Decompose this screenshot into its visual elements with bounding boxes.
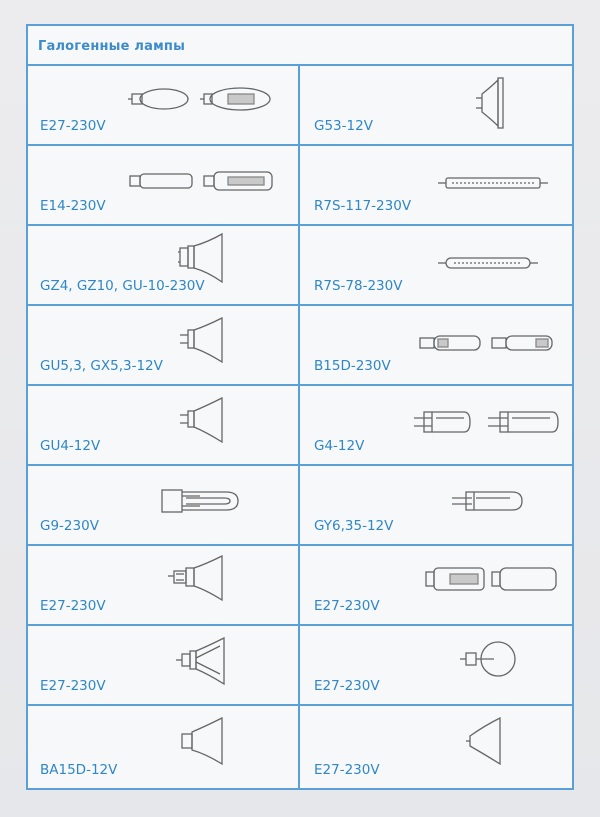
halogen-ar111-lamp-icon [472,76,506,130]
halogen-capsule-lamp-icon [412,408,562,436]
lamp-cell [28,66,300,146]
halogen-tubular-lamp-icon [128,168,278,194]
lamp-cell [28,626,300,706]
lamp-label: R7S-78-230V [314,278,403,294]
halogen-tubular-lamp-icon [418,332,558,354]
lamp-label: G4-12V [314,438,365,454]
lamp-label: E27-230V [314,762,380,778]
halogen-ellipsoid-lamp-icon [128,84,278,114]
halogen-lamps-table [26,24,574,790]
lamp-label: E27-230V [40,598,106,614]
halogen-reflector-lamp-icon [178,716,228,766]
lamp-label: E27-230V [40,118,106,134]
halogen-reflector-lamp-icon [466,716,506,766]
lamp-cell [28,146,300,226]
halogen-par-lamp-icon [174,636,230,686]
halogen-capsule-lamp-icon [160,486,244,516]
halogen-tubular-lamp-icon [424,564,564,594]
lamp-label: GZ4, GZ10, GU-10-230V [40,278,205,294]
halogen-globe-lamp-icon [458,640,528,678]
table-header [28,26,572,66]
lamp-cell [300,466,572,546]
lamp-cell [28,706,300,788]
lamp-label: E27-230V [314,598,380,614]
halogen-reflector-lamp-icon [178,396,228,444]
halogen-capsule-lamp-icon [450,486,530,516]
lamp-label: B15D-230V [314,358,391,374]
halogen-reflector-lamp-icon [178,316,228,364]
lamp-cell [300,146,572,226]
lamp-label: GY6,35-12V [314,518,394,534]
lamp-label: GU5,3, GX5,3-12V [40,358,163,374]
lamp-label: R7S-117-230V [314,198,412,214]
lamp-cell [28,386,300,466]
lamp-cell [300,706,572,788]
lamp-cell [28,306,300,386]
lamp-cell [300,546,572,626]
table-title: Галогенные лампы [38,39,186,54]
lamp-cell [28,546,300,626]
lamp-cell [28,226,300,306]
lamp-cell [300,66,572,146]
halogen-linear-lamp-icon [438,176,548,190]
lamp-grid [28,66,572,788]
halogen-reflector-lamp-icon [178,232,228,284]
lamp-cell [300,386,572,466]
lamp-cell [300,306,572,386]
lamp-cell [300,226,572,306]
lamp-label: E27-230V [40,678,106,694]
lamp-label: G53-12V [314,118,373,134]
halogen-par-lamp-icon [166,554,230,604]
lamp-cell [28,466,300,546]
lamp-label: G9-230V [40,518,99,534]
lamp-label: E27-230V [314,678,380,694]
lamp-label: BA15D-12V [40,762,118,778]
lamp-label: GU4-12V [40,438,101,454]
lamp-label: E14-230V [40,198,106,214]
halogen-linear-lamp-icon [438,256,538,270]
lamp-cell [300,626,572,706]
